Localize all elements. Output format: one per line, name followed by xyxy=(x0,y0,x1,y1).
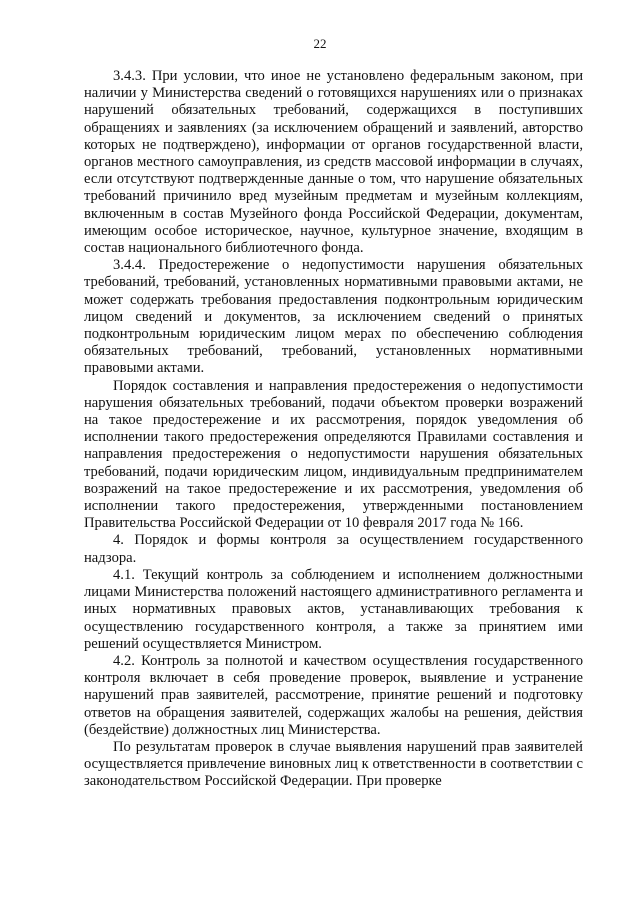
document-body xyxy=(84,68,583,791)
paragraph-4-2: 4.2. Контроль за полнотой и качеством осуществления государственного контроля включает в себя проведение проверок, выявление и устранение нарушений прав заявителей, рассмотрение, принятие решений и подготовку ответов на обращения заявителей, содержащих жалобы на решения, действия (бездействие) должностных лиц Министерства. xyxy=(84,652,583,738)
section-heading-4: 4. Порядок и формы контроля за осуществлением государственного надзора. xyxy=(84,532,583,566)
paragraph-warning-procedure: Порядок составления и направления предостережения о недопустимости нарушения обязательных требований, подачи объектом проверки возражений на такое предостережение и их рассмотрения, порядок уведомления об исполнении такого предостережения определяются Правилами составления и направления предостережения о недопустимости нарушения обязательных требований, подачи юридическим лицом, индивидуальным предпринимателем возражений на такое предостережение и их рассмотрения, уведомления об исполнении такого предостережения, утвержденными постановлением Правительства Российской Федерации от 10 февраля 2017 года № 166. xyxy=(84,377,583,532)
paragraph-inspection-results: По результатам проверок в случае выявления нарушений прав заявителей осуществляется привлечение виновных лиц к ответственности в соответствии с законодательством Российской Федерации. При проверке xyxy=(84,738,583,790)
page-number: 22 xyxy=(313,36,327,51)
paragraph-4-1: 4.1. Текущий контроль за соблюдением и исполнением должностными лицами Министерства положений настоящего административного регламента и иных нормативных правовых актов, устанавливающих требования к осуществлению государственного контроля, а также за принятием ими решений осуществляется Министром. xyxy=(84,566,583,652)
paragraph-3-4-3: 3.4.3. При условии, что иное не установлено федеральным законом, при наличии у Министерства сведений о готовящихся нарушениях или о признаках нарушений обязательных требований, содержащихся в поступивших обращениях и заявлениях (за исключением обращений и заявлений, авторство которых не подтверждено), информации от органов государственной власти, органов местного самоуправления, из средств массовой информации в случаях, если отсутствуют подтвержденные данные о том, что нарушение обязательных требований причинило вред музейным предметам и музейным коллекциям, включенным в состав Музейного фонда Российской Федерации, документам, имеющим особое историческое, научное, культурное значение, входящим в состав национального библиотечного фонда. xyxy=(84,68,583,257)
paragraph-3-4-4: 3.4.4. Предостережение о недопустимости нарушения обязательных требований, требований, установленных нормативными правовыми актами, не может содержать требования предоставления подконтрольным юридическим лицом сведений и документов, за исключением сведений о принятых подконтрольным юридическим лицом мерах по обеспечению соблюдения обязательных требований, требований, установленных нормативными правовыми актами. xyxy=(84,257,583,377)
